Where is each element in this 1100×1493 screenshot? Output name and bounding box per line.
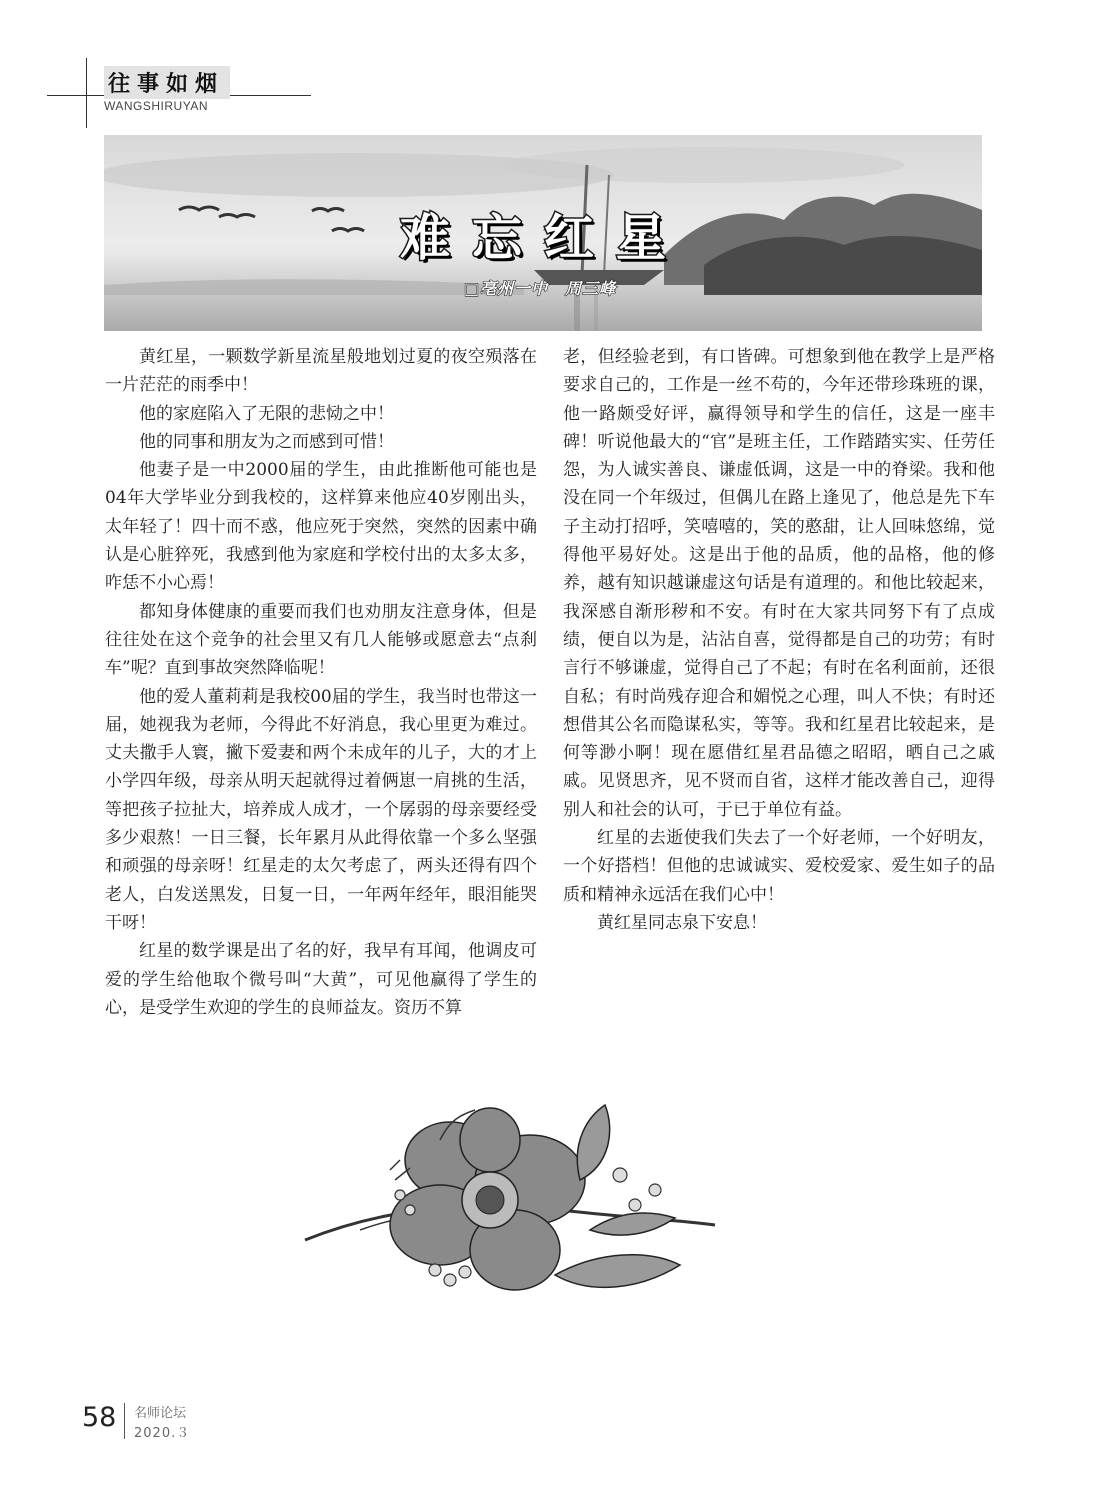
- paragraph: 黄红星，一颗数学新星流星般地划过夏的夜空殒落在一片茫茫的雨季中！: [105, 347, 537, 396]
- paragraph-continued: 老，但经验老到，有口皆碑。可想象到他在教学上是严格要求自己的，工作是一丝不苟的，今年还带珍珠班的课，他一路颇受好评，赢得领导和学生的信任，这是一座丰碑！听说他最大的“官”是班主任，工作踏踏实实、任劳任怨，为人诚实善良、谦虚低调，这是一中的脊梁。我和他没在同一个年级过，但偶儿在路上逢见了，他总是先下车子主动打招呼，笑嘻嘻的，笑的憨甜，让人回味悠绵，觉得他平易好处。这是出于他的品质，他的品格，他的修养，越有知识越谦虚这句话是有道理的。和他比较起来，我深感自渐形秽和不安。有时在大家共同努下有了点成绩，便自以为是，沾沾自喜，觉得都是自己的功劳；有时言行不够谦虚，觉得自己了不起；有时在名利面前，还很自私；有时尚残存迎合和媚悦之心理，叫人不快；有时还想借其公名而隐谋私实，等等。我和红星君比较起来，是何等渺小啊！现在愿借红星君品德之昭昭，晒自己之戚戚。见贤思齐，见不贤而自省，这样才能改善自己，迎得别人和社会的认可，于已于单位有益。: [563, 347, 995, 820]
- flower-illustration: [300, 1100, 720, 1314]
- paragraph: 都知身体健康的重要而我们也劝朋友注意身体，但是往往处在这个竞争的社会里又有几人能够或愿意去“点刹车”呢？直到事故突然降临呢！: [105, 601, 537, 679]
- article-title: 难忘红星: [400, 209, 688, 267]
- header-vertical-rule: [86, 58, 87, 128]
- paragraph: 黄红星同志泉下安息！: [597, 912, 767, 933]
- article-byline: □亳州一中 周三峰: [464, 279, 617, 298]
- article-column-left: [105, 343, 537, 1022]
- footer-divider: [124, 1403, 125, 1439]
- flower-icon: [300, 1100, 720, 1310]
- section-title: 往事如烟: [104, 66, 230, 99]
- issue-date: 2020.３: [134, 1426, 191, 1441]
- magazine-name: 名师论坛: [134, 1406, 187, 1421]
- paragraph: 红星的去逝使我们失去了一个好老师，一个好明友，一个好搭档！但他的忠诚诚实、爱校爱家、爱生如子的品质和精神永远活在我们心中！: [563, 828, 995, 905]
- paragraph: 他的同事和朋友为之而感到可惜！: [139, 431, 394, 452]
- page-number: 58: [82, 1402, 117, 1433]
- paragraph: 红星的数学课是出了名的好，我早有耳闻，他调皮可爱的学生给他取个微号叫“大黄”，可见他赢得了学生的心，是受学生欢迎的学生的良师益友。资历不算: [105, 941, 537, 1018]
- section-pinyin: WANGSHIRUYAN: [104, 99, 209, 113]
- article-column-right: [563, 343, 995, 937]
- paragraph: 他妻子是一中2000届的学生，由此推断他可能也是04年大学毕业分到我校的，这样算来他应40岁刚出头，太年轻了！四十而不惑，他应死于突然，突然的因素中确认是心脏猝死，我感到他为家庭和学校付出的太多太多，咋恁不小心焉！: [105, 460, 537, 594]
- paragraph: 他的家庭陷入了无限的悲恸之中！: [139, 403, 394, 424]
- paragraph: 他的爱人董莉莉是我校00届的学生，我当时也带这一届，她视我为老师，今得此不好消息，我心里更为难过。丈夫撒手人寰，撇下爱妻和两个未成年的儿子，大的才上小学四年级，母亲从明天起就得过着俩崽一肩挑的生活，等把孩子拉扯大，培养成人成才，一个孱弱的母亲要经受多少艰熬！一日三餐，长年累月从此得依靠一个多么坚强和顽强的母亲呀！红星走的太欠考虑了，两头还得有四个老人，白发送黑发，日复一日，一年两年经年，眼泪能哭干呀！: [105, 686, 537, 933]
